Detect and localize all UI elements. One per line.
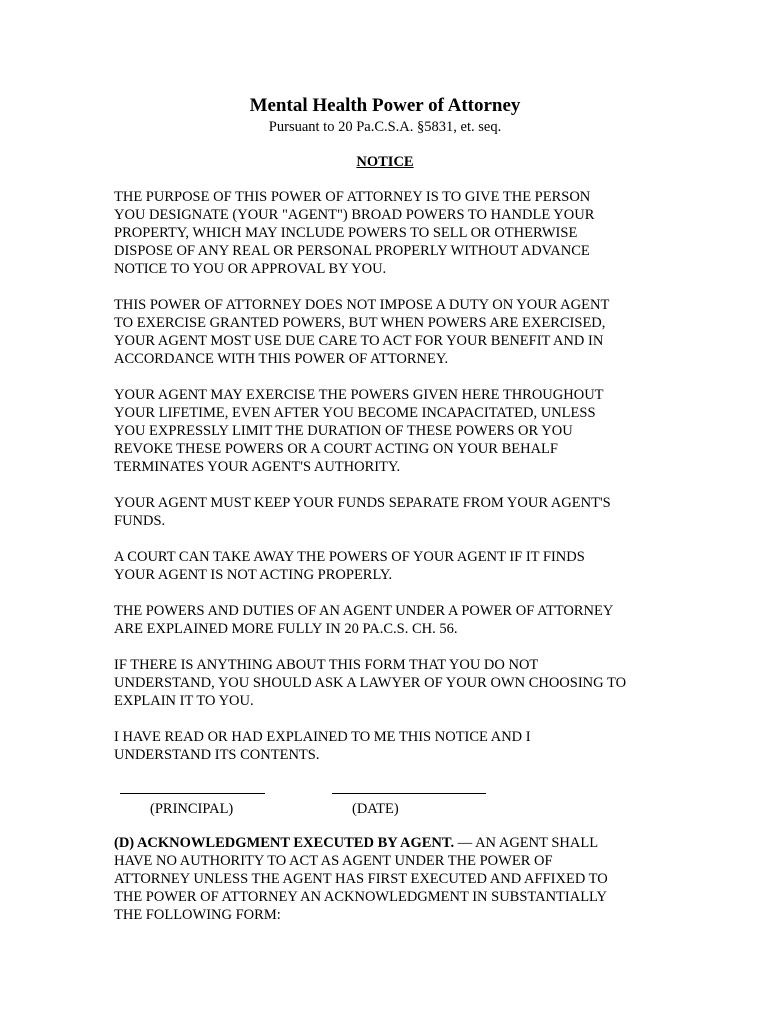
principal-label: (PRINCIPAL) [150,801,234,817]
acknowledgment-paragraph [114,834,674,924]
notice-heading: NOTICE [356,154,414,170]
principal-signature-line[interactable] [120,793,265,794]
document-title: Mental Health Power of Attorney [249,95,521,116]
notice-paragraph-acknowledge: I HAVE READ OR HAD EXPLAINED TO ME THIS NOTICE AND I UNDERSTAND ITS CONTENTS. [114,729,531,763]
date-label: (DATE) [352,801,399,817]
notice-paragraph-lawyer: IF THERE IS ANYTHING ABOUT THIS FORM THAT YOU DO NOT UNDERSTAND, YOU SHOULD ASK A LAWYER OF YOUR OWN CHOOSING TO EXPLAIN IT TO YOU. [114,657,627,709]
signature-block [114,782,674,822]
acknowledgment-heading: (D) ACKNOWLEDGMENT EXECUTED BY AGENT. [114,835,455,851]
notice-paragraph-funds: YOUR AGENT MUST KEEP YOUR FUNDS SEPARATE FROM YOUR AGENT'S FUNDS. [114,495,611,529]
date-signature-line[interactable] [332,793,486,794]
notice-paragraph-purpose: THE PURPOSE OF THIS POWER OF ATTORNEY IS TO GIVE THE PERSON YOU DESIGNATE (YOUR "AGENT") BROAD POWERS TO HANDLE YOUR PROPERTY, WHICH MAY INCLUDE POWERS TO SELL OR OTHERWISE DISPOSE OF ANY REAL OR PERSONAL PROPERLY WITHOUT ADVANCE NOTICE TO YOU OR APPROVAL BY YOU. [114,189,595,277]
document-subtitle: Pursuant to 20 Pa.C.S.A. §5831, et. seq. [268,119,502,135]
acknowledgment-text: — AN AGENT SHALL HAVE NO AUTHORITY TO ACT AS AGENT UNDER THE POWER OF ATTORNEY UNLESS THE AGENT HAS FIRST EXECUTED AND AFFIXED TO THE POWER OF ATTORNEY AN ACKNOWLEDGMENT IN SUBSTANTIALLY THE FOLLOWING FORM: [114,835,608,923]
notice-paragraph-duties: THE POWERS AND DUTIES OF AN AGENT UNDER A POWER OF ATTORNEY ARE EXPLAINED MORE FULLY IN 20 PA.C.S. CH. 56. [114,603,614,637]
notice-paragraph-lifetime: YOUR AGENT MAY EXERCISE THE POWERS GIVEN HERE THROUGHOUT YOUR LIFETIME, EVEN AFTER YOU BECOME INCAPACITATED, UNLESS YOU EXPRESSLY LIMIT THE DURATION OF THESE POWERS OR YOU REVOKE THESE POWERS OR A COURT ACTING ON YOUR BEHALF TERMINATES YOUR AGENT'S AUTHORITY. [114,387,604,475]
notice-paragraph-duty: THIS POWER OF ATTORNEY DOES NOT IMPOSE A DUTY ON YOUR AGENT TO EXERCISE GRANTED POWERS, BUT WHEN POWERS ARE EXERCISED, YOUR AGENT MOST USE DUE CARE TO ACT FOR YOUR BENEFIT AND IN ACCORDANCE WITH THIS POWER OF ATTORNEY. [114,297,610,367]
notice-paragraph-court: A COURT CAN TAKE AWAY THE POWERS OF YOUR AGENT IF IT FINDS YOUR AGENT IS NOT ACTING PROPERLY. [114,549,585,583]
document-body [114,188,674,942]
